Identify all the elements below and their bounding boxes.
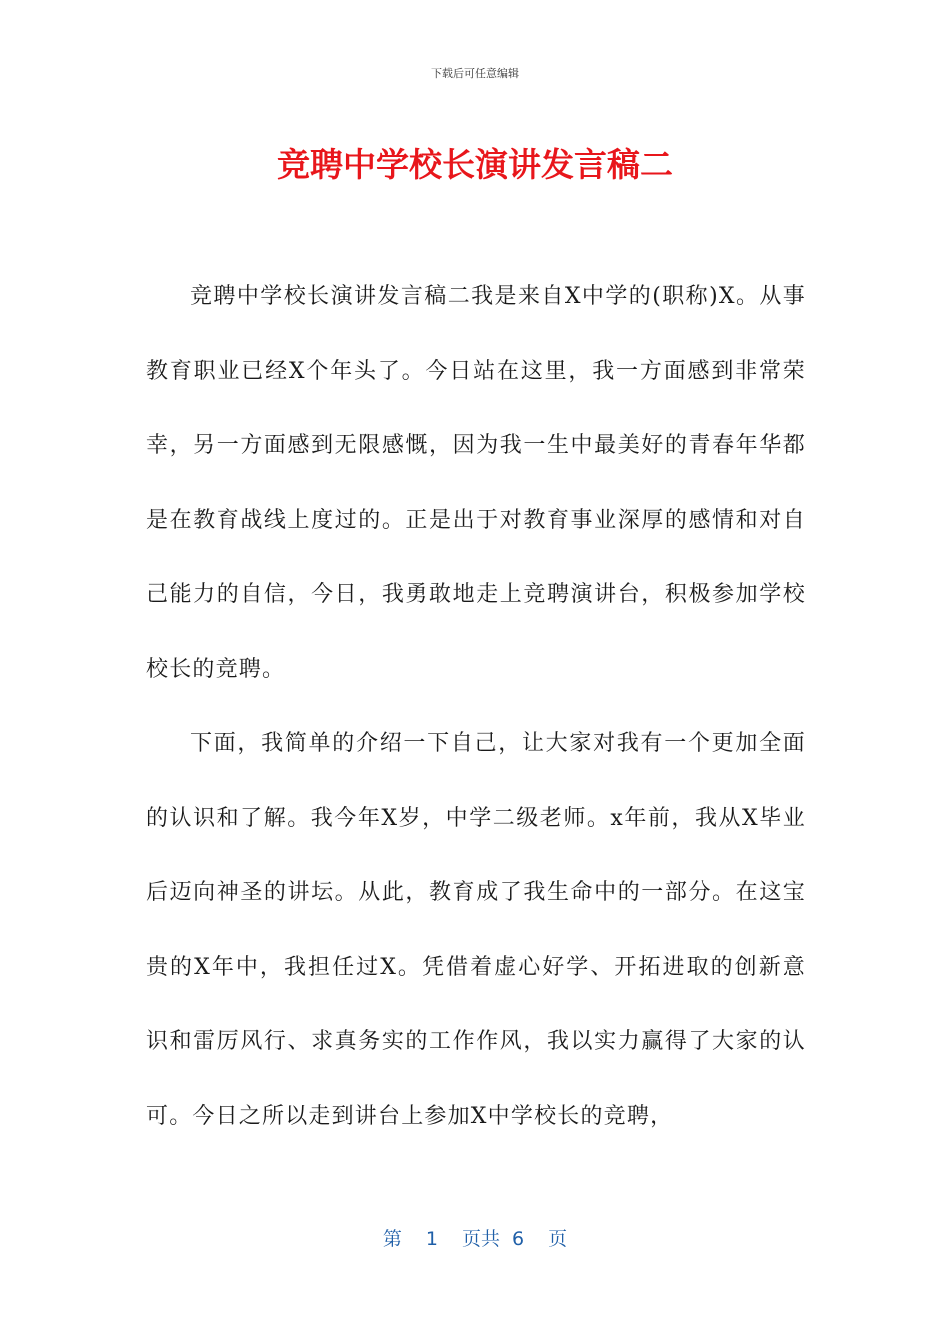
footer-page-total: 6 (512, 1228, 525, 1250)
page-footer (0, 1226, 950, 1252)
page-header-note: 下载后可任意编辑 (431, 67, 519, 80)
footer-page-suffix: 页 (548, 1228, 568, 1250)
footer-page-current: 1 (425, 1228, 438, 1250)
paragraph-2: 下面，我简单的介绍一下自己，让大家对我有一个更加全面的认识和了解。我今年X岁，中学二级老师。x年前，我从X毕业后迈向神圣的讲坛。从此，教育成了我生命中的一部分。在这宝贵的X年中，我担任过X。凭借着虚心好学、开拓进取的创新意识和雷厉风行、求真务实的工作作风，我以实力赢得了大家的认可。今日之所以走到讲台上参加X中学校长的竞聘， (146, 731, 806, 1129)
document-title: 竞聘中学校长演讲发言稿二 (277, 145, 673, 184)
document-body (146, 260, 806, 1154)
paragraph-1: 竞聘中学校长演讲发言稿二我是来自X中学的(职称)X。从事教育职业已经X个年头了。今日站在这里，我一方面感到非常荣幸，另一方面感到无限感慨，因为我一生中最美好的青春年华都是在教育战线上度过的。正是出于对教育事业深厚的感情和对自己能力的自信，今日，我勇敢地走上竞聘演讲台，积极参加学校校长的竞聘。 (146, 284, 806, 682)
footer-page-prefix: 第 (382, 1228, 402, 1250)
footer-page-mid: 页共 (461, 1228, 500, 1250)
